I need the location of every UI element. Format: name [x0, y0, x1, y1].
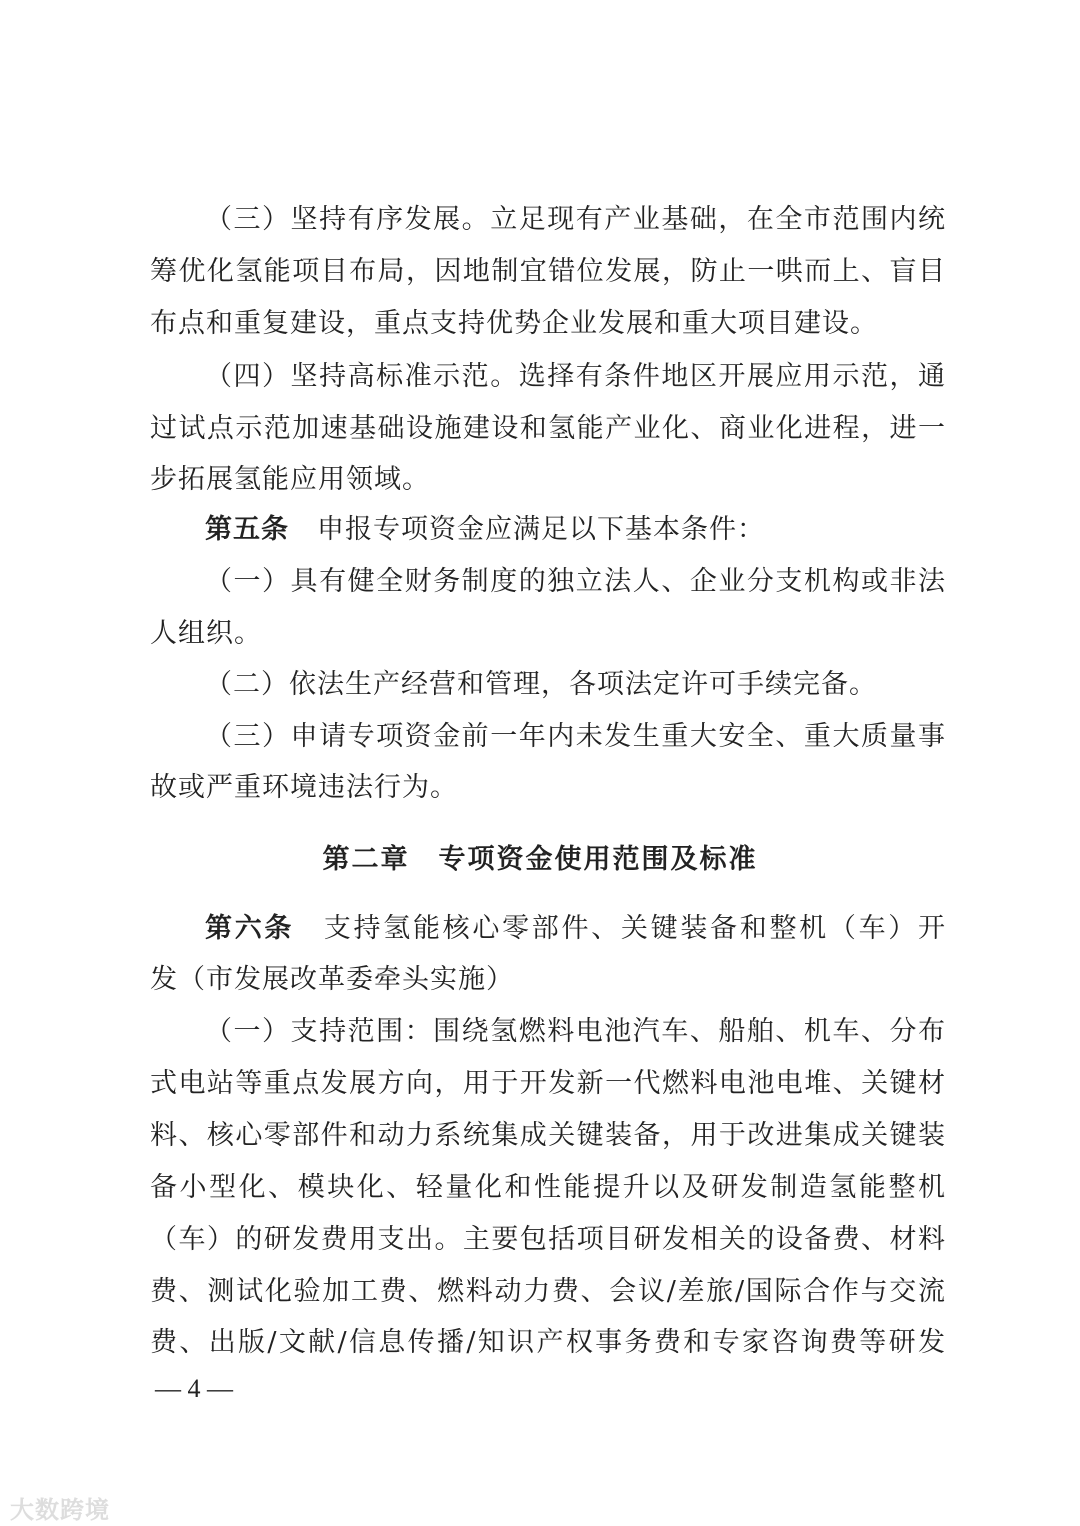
article-number: 第六条 [205, 913, 295, 944]
line-text: （一）支持范围：围绕氢燃料电池汽车、船舶、机车、分布 [205, 1016, 945, 1047]
line-text: 过试点示范加速基础设施建设和氢能产业化、商业化进程，进一 [150, 413, 945, 444]
line-text: 筹优化氢能项目布局，因地制宜错位发展，防止一哄而上、盲目 [150, 256, 945, 287]
text-line [205, 717, 945, 757]
line-text: （三）坚持有序发展。立足现有产业基础，在全市范围内统 [205, 204, 945, 235]
text-line [150, 614, 945, 654]
text-line [150, 304, 945, 344]
line-text: 申报专项资金应满足以下基本条件： [289, 514, 765, 545]
text-line [205, 909, 945, 949]
watermark-logo: 大数跨境 [10, 1496, 110, 1524]
line-text: 布点和重复建设，重点支持优势企业发展和重大项目建设。 [150, 308, 878, 339]
line-text: （二）依法生产经营和管理，各项法定许可手续完备。 [205, 669, 877, 700]
page-number: — 4 — [155, 1374, 233, 1403]
line-text: 发（市发展改革委牵头实施） [150, 964, 514, 995]
line-text: 故或严重环境违法行为。 [150, 772, 458, 803]
line-text: 备小型化、模块化、轻量化和性能提升以及研发制造氢能整机 [150, 1172, 945, 1203]
text-line [205, 510, 945, 550]
line-text: （车）的研发费用支出。主要包括项目研发相关的设备费、材料 [150, 1224, 945, 1255]
text-line [205, 1012, 945, 1052]
text-line [205, 665, 945, 705]
line-text: （一）具有健全财务制度的独立法人、企业分支机构或非法 [205, 566, 945, 597]
line-text: 费、测试化验加工费、燃料动力费、会议/差旅/国际合作与交流 [150, 1276, 945, 1307]
line-text: 人组织。 [150, 618, 262, 649]
text-line [150, 252, 945, 292]
text-line [150, 460, 945, 500]
text-line [150, 1323, 945, 1363]
text-line [150, 409, 945, 449]
text-line [150, 1064, 945, 1104]
text-line [150, 768, 945, 808]
line-text: （四）坚持高标准示范。选择有条件地区开展应用示范，通 [205, 361, 945, 392]
line-text: （三）申请专项资金前一年内未发生重大安全、重大质量事 [205, 721, 945, 752]
text-line [150, 1168, 945, 1208]
line-text: 式电站等重点发展方向，用于开发新一代燃料电池电堆、关键材 [150, 1068, 945, 1099]
text-line [205, 200, 945, 240]
line-text: 料、核心零部件和动力系统集成关键装备，用于改进集成关键装 [150, 1120, 945, 1151]
text-line [205, 357, 945, 397]
text-line [150, 960, 945, 1000]
text-line [150, 1116, 945, 1156]
line-text: 支持氢能核心零部件、关键装备和整机（车）开 [294, 913, 945, 944]
line-text: 费、出版/文献/信息传播/知识产权事务费和专家咨询费等研发 [150, 1327, 945, 1358]
article-number: 第五条 [205, 514, 289, 545]
chapter-heading: 第二章 专项资金使用范围及标准 [322, 844, 758, 875]
text-line [205, 562, 945, 602]
text-line [150, 1272, 945, 1312]
text-line [150, 1220, 945, 1260]
line-text: 步拓展氢能应用领域。 [150, 464, 430, 495]
